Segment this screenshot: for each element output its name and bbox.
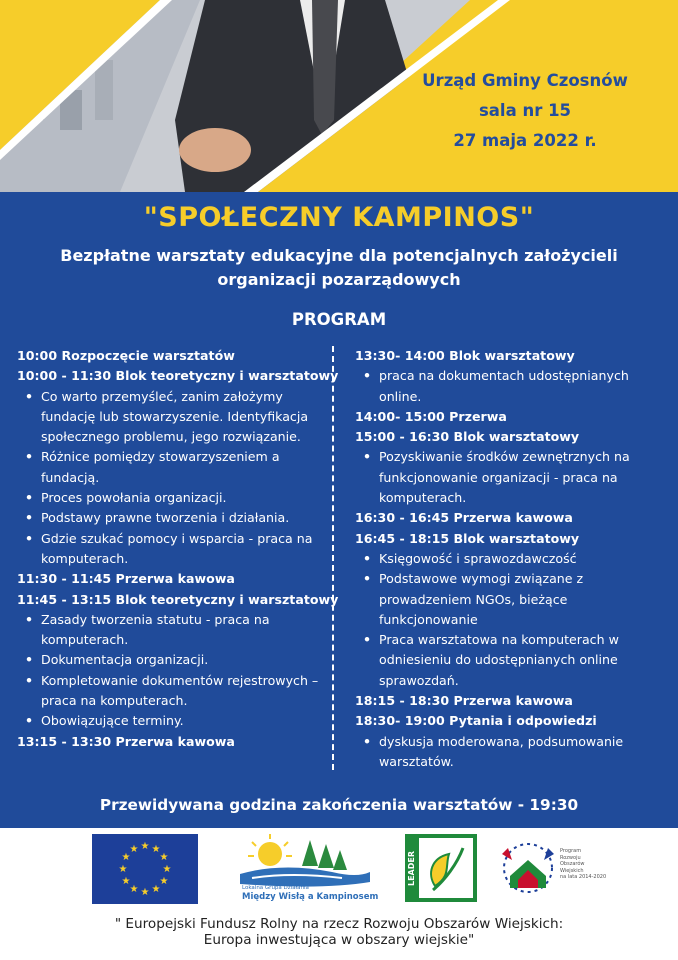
prow-caption-2: Rozwoju: [560, 854, 581, 861]
column-divider: [332, 346, 334, 770]
logos-strip: [0, 828, 678, 910]
venue-office: Urząd Gminy Czosnów: [422, 71, 628, 90]
lgd-caption-1: Lokalna Grupa Działania: [242, 885, 309, 891]
schedule-time-entry: 14:00- 15:00 Przerwa: [355, 408, 507, 424]
prow-caption-4: Wiejskich: [560, 867, 584, 874]
prow-logo: [498, 834, 607, 902]
venue-date: 27 maja 2022 r.: [453, 131, 597, 150]
schedule-time-entry: 13:30- 14:00 Blok warsztatowy: [355, 348, 575, 363]
venue-info: [390, 66, 660, 156]
schedule-time-entry: 18:30- 19:00 Pytania i odpowiedzi: [355, 713, 597, 729]
schedule-time-entry: 11:45 - 13:15 Blok teoretyczny i warsztatowy: [17, 591, 339, 607]
svg-text:★: ★: [129, 844, 139, 855]
svg-text:★: ★: [140, 841, 150, 852]
schedule-time-entry: 16:45 - 18:15 Blok warsztatowy: [355, 530, 580, 546]
schedule-bullet-item: • Pozyskiwanie środków zewnętrznych na funkcjonowanie organizacji - praca na komputerach.: [355, 447, 667, 508]
prow-emblem-icon: [498, 834, 558, 902]
schedule-bullet-item: • Obowiązujące terminy.: [17, 711, 329, 731]
footer-line-1: " Europejski Fundusz Rolny na rzecz Rozwoju Obszarów Wiejskich:: [114, 916, 564, 932]
svg-text:★: ★: [162, 864, 172, 875]
event-title: "SPOŁECZNY KAMPINOS": [143, 202, 535, 233]
prow-caption: [560, 848, 606, 881]
schedule-bullet-item: • Podstawy prawne tworzenia i działania.: [17, 508, 329, 528]
schedule-time-entry: 18:15 - 18:30 Przerwa kawowa: [355, 693, 573, 709]
schedule-bullet-item: • Księgowość i sprawozdawczość: [355, 549, 667, 569]
leader-label: LEADER: [407, 850, 416, 886]
footer-line-2: Europa inwestująca w obszary wiejskie": [203, 932, 475, 948]
schedule-bullet-item: • Podstawowe wymogi związane z prowadzeniem NGOs, bieżące funkcjonowanie: [355, 569, 667, 630]
svg-text:★: ★: [121, 876, 131, 887]
svg-text:★: ★: [159, 876, 169, 887]
subtitle-line-2: organizacji pozarządowych: [217, 270, 461, 289]
lgd-logo: [232, 832, 379, 906]
program-column-right: [355, 346, 667, 772]
svg-text:★: ★: [121, 852, 131, 863]
subtitle-line-1: Bezpłatne warsztaty edukacyjne dla potencjalnych założycieli: [60, 246, 618, 265]
schedule-bullet-item: • Zasady tworzenia statutu - praca na komputerach.: [17, 610, 329, 651]
leader-logo: [405, 834, 477, 902]
schedule-time-entry: 10:00 Rozpoczęcie warsztatów: [17, 348, 235, 363]
schedule-time-entry: 10:00 - 11:30 Blok teoretyczny i warsztatowy: [17, 368, 339, 384]
funding-footer: [0, 916, 678, 948]
svg-text:★: ★: [151, 844, 161, 855]
schedule-bullet-item: • Proces powołania organizacji.: [17, 488, 329, 508]
schedule-bullet-item: • Różnice pomiędzy stowarzyszeniem a fundacją.: [17, 447, 329, 488]
svg-text:★: ★: [140, 887, 150, 898]
prow-caption-1: Program: [560, 848, 582, 854]
svg-text:★: ★: [151, 884, 161, 895]
svg-text:★: ★: [129, 884, 139, 895]
header-banner: [0, 0, 678, 192]
schedule-bullet-item: • Co warto przemyśleć, zanim założymy fundację lub stowarzyszenie. Identyfikacja społecznego problemu, jego rozwiązanie.: [17, 387, 329, 448]
venue-room: sala nr 15: [478, 101, 572, 120]
schedule-time-entry: 15:00 - 16:30 Blok warsztatowy: [355, 429, 580, 445]
schedule-bullet-item: • Gdzie szukać pomocy i wsparcia - praca na komputerach.: [17, 529, 329, 570]
eu-stars-icon: [92, 834, 198, 904]
schedule-time-entry: 16:30 - 16:45 Przerwa kawowa: [355, 510, 573, 526]
event-subtitle: [20, 244, 658, 292]
program-column-left: [17, 346, 339, 752]
svg-text:★: ★: [118, 864, 128, 875]
eu-flag-logo: [92, 834, 198, 904]
prow-caption-3: Obszarów: [560, 861, 585, 867]
schedule-bullet-item: • Dokumentacja organizacji.: [17, 650, 329, 670]
lgd-caption-2: Między Wisłą a Kampinosem: [242, 892, 379, 902]
schedule-bullet-item: • dyskusja moderowana, podsumowanie warsztatów.: [355, 732, 667, 773]
prow-caption-5: na lata 2014-2020: [560, 874, 607, 880]
schedule-time-entry: 11:30 - 11:45 Przerwa kawowa: [17, 571, 235, 587]
closing-time: Przewidywana godzina zakończenia warsztatów - 19:30: [99, 796, 579, 814]
program-panel: [0, 192, 678, 828]
schedule-bullet-item: • praca na dokumentach udostępnianych online.: [355, 366, 667, 407]
schedule-time-entry: 13:15 - 13:30 Przerwa kawowa: [17, 733, 235, 749]
program-heading: PROGRAM: [291, 310, 387, 329]
schedule-bullet-item: • Praca warsztatowa na komputerach w odniesieniu do udostępnianych online sprawozdań.: [355, 630, 667, 691]
schedule-bullet-item: • Kompletowanie dokumentów rejestrowych – praca na komputerach.: [17, 671, 329, 712]
svg-text:★: ★: [159, 852, 169, 863]
